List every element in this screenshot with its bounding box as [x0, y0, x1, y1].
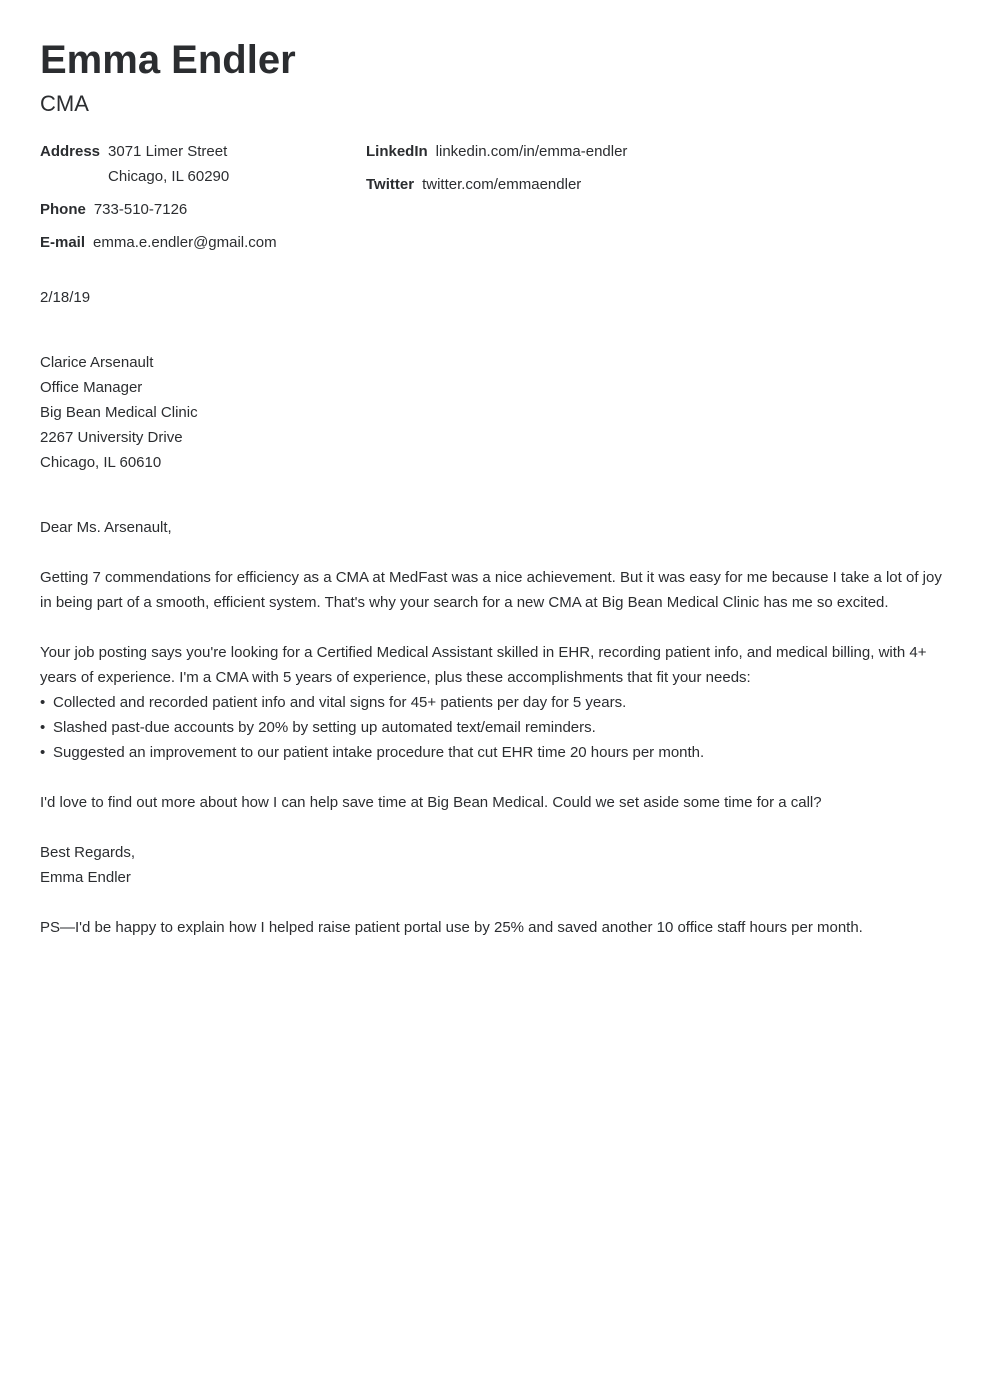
applicant-title: CMA: [40, 91, 89, 116]
bullet-icon: •: [40, 694, 46, 711]
contact-column-right: [366, 139, 627, 263]
list-item-text: Collected and recorded patient info and vital signs for 45+ patients per day for 5 years.: [53, 694, 627, 711]
list-item: [40, 740, 950, 765]
address-label: Address: [40, 143, 101, 160]
email-row: [40, 230, 366, 255]
address-row: [40, 139, 366, 189]
twitter-label: Twitter: [366, 176, 415, 193]
letter-date: 2/18/19: [40, 289, 91, 306]
bullet-icon: •: [40, 719, 46, 736]
recipient-city: Chicago, IL 60610: [40, 454, 162, 471]
closing-block: [40, 840, 950, 890]
list-item-text: Suggested an improvement to our patient intake procedure that cut EHR time 20 hours per month.: [53, 744, 705, 761]
letter-body: [40, 515, 950, 940]
linkedin-label: LinkedIn: [366, 143, 428, 160]
accomplishment-list: [40, 690, 950, 765]
email-value: emma.e.endler@gmail.com: [93, 234, 277, 251]
list-item: [40, 690, 950, 715]
phone-label: Phone: [40, 201, 86, 218]
contact-column-left: [40, 139, 366, 263]
applicant-name: Emma Endler: [40, 38, 296, 82]
greeting: Dear Ms. Arsenault,: [40, 519, 172, 536]
recipient-role: Office Manager: [40, 379, 143, 396]
postscript: PS—I'd be happy to explain how I helped raise patient portal use by 25% and saved another 10 office staff hours per month.: [40, 919, 863, 936]
phone-row: [40, 197, 366, 222]
list-item-text: Slashed past-due accounts by 20% by setting up automated text/email reminders.: [53, 719, 596, 736]
recipient-company: Big Bean Medical Clinic: [40, 404, 198, 421]
address-line-1: 3071 Limer Street: [108, 143, 228, 160]
linkedin-value: linkedin.com/in/emma-endler: [435, 143, 628, 160]
list-item: [40, 715, 950, 740]
paragraph-requirements: Your job posting says you're looking for a Certified Medical Assistant skilled in EHR, recording patient info, and medical billing, with 4+ years of experience. I'm a CMA with 5 years of experience, plus these accomplishments that fit your needs:: [40, 644, 927, 686]
recipient-street: 2267 University Drive: [40, 429, 183, 446]
signature: Emma Endler: [40, 869, 131, 886]
recipient-name: Clarice Arsenault: [40, 354, 154, 371]
address-line-2: Chicago, IL 60290: [108, 168, 230, 185]
recipient-block: [40, 350, 950, 475]
twitter-row: [366, 172, 627, 197]
phone-value: 733-510-7126: [93, 201, 188, 218]
paragraph-opening: Getting 7 commendations for efficiency as a CMA at MedFast was a nice achievement. But it was easy for me because I take a lot of joy in being part of a smooth, efficient system. That's why your search for a new CMA at Big Bean Medical Clinic has me so excited.: [40, 569, 942, 611]
paragraph-call-to-action: I'd love to find out more about how I can help save time at Big Bean Medical. Could we set aside some time for a call?: [40, 794, 822, 811]
contact-details: [40, 139, 950, 263]
address-value: [108, 139, 229, 189]
linkedin-row: [366, 139, 627, 164]
closing-phrase: Best Regards,: [40, 844, 136, 861]
twitter-value: twitter.com/emmaendler: [422, 176, 582, 193]
bullet-icon: •: [40, 744, 46, 761]
email-label: E-mail: [40, 234, 86, 251]
